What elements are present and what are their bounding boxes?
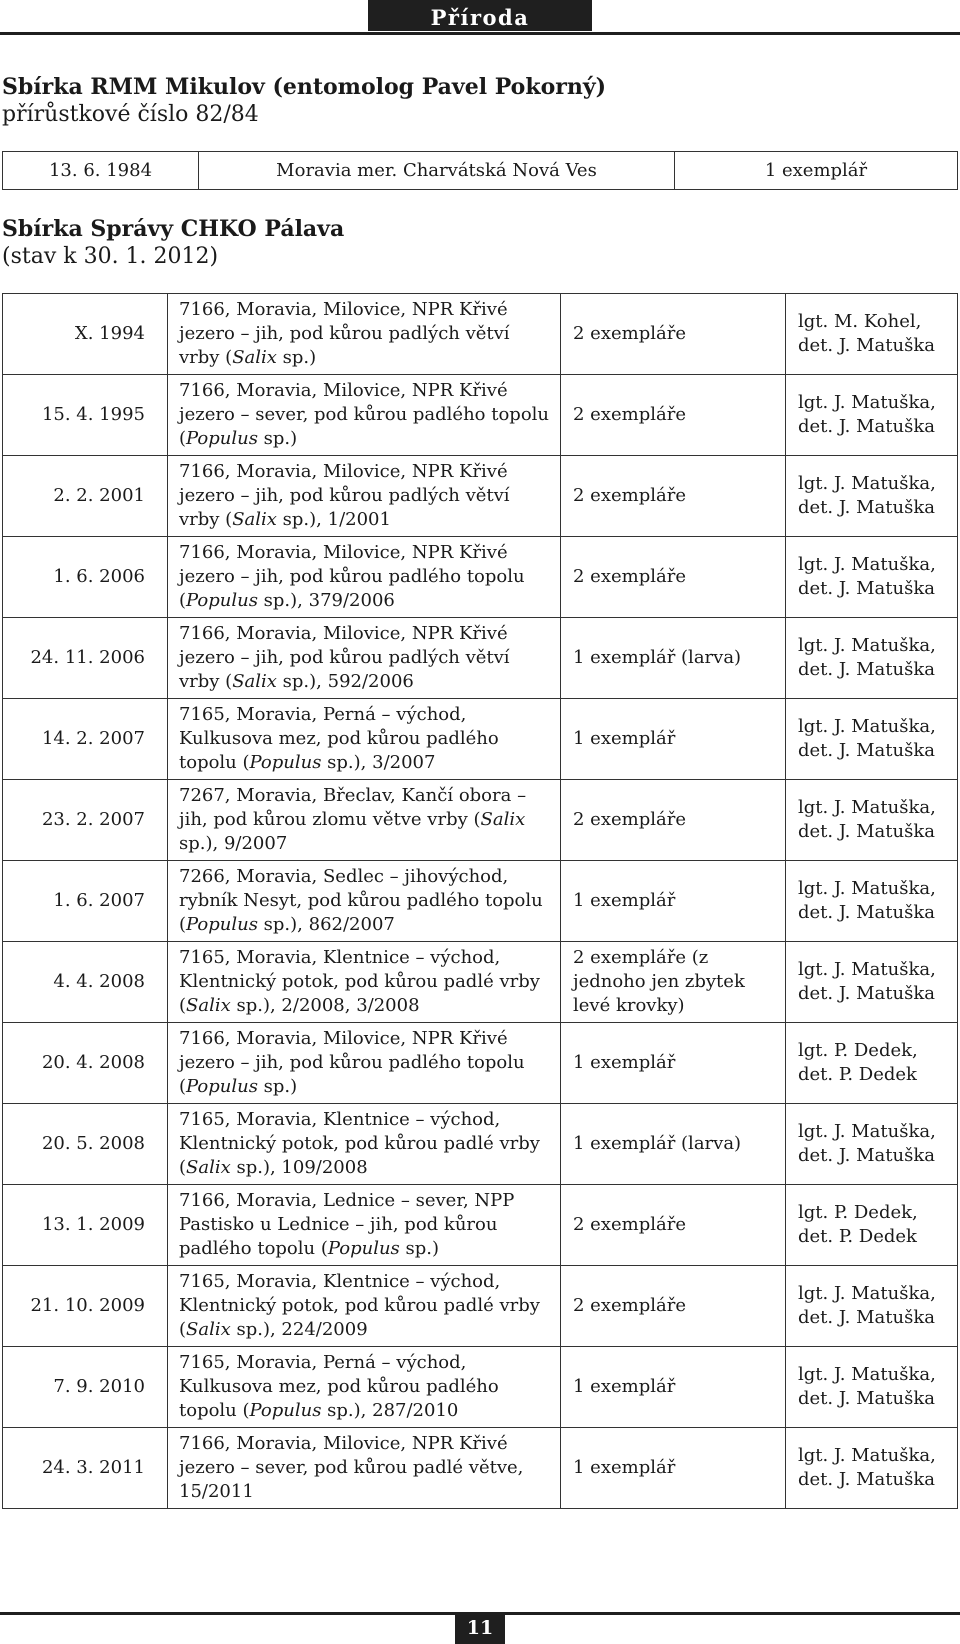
table-row [3, 861, 958, 942]
count-cell: 1 exemplář (larva) [561, 1104, 786, 1185]
collector-cell [786, 618, 958, 699]
collection1-subtitle: přírůstkové číslo 82/84 [2, 102, 259, 127]
date-cell: 20. 4. 2008 [3, 1023, 168, 1104]
locality-text: 7166, Moravia, Lednice – sever, NPP Pastisko u Lednice – jih, pod kůrou padlého topolu ( [179, 1190, 515, 1259]
locality-suffix: sp.), 1/2001 [276, 509, 391, 530]
collection2-heading [2, 215, 344, 271]
table-row [3, 699, 958, 780]
locality-suffix: sp.) [399, 1238, 440, 1259]
locality-text: 7165, Moravia, Perná – východ, Kulkusova mez, pod kůrou padlého topolu ( [179, 1352, 499, 1421]
locality-cell [168, 780, 561, 861]
date-cell: 20. 5. 2008 [3, 1104, 168, 1185]
locality-text: 7166, Moravia, Milovice, NPR Křivé jezero – jih, pod kůrou padlého topolu ( [179, 542, 525, 611]
locality-suffix: sp.), 862/2007 [257, 914, 395, 935]
locality-cell [168, 1347, 561, 1428]
table-row [3, 618, 958, 699]
page-number: 11 [455, 1612, 505, 1644]
host-species: Salix [186, 1157, 231, 1178]
locality-cell [168, 942, 561, 1023]
count-cell: 1 exemplář [561, 861, 786, 942]
host-species: Populus [186, 590, 258, 611]
count-cell: 2 exempláře (z jednoho jen zbytek levé krovky) [561, 942, 786, 1023]
locality-text: 7165, Moravia, Klentnice – východ, Klentnický potok, pod kůrou padlé vrby ( [179, 947, 540, 1016]
host-species: Populus [186, 914, 258, 935]
collector-cell [786, 699, 958, 780]
table-row [3, 1347, 958, 1428]
count-cell: 2 exempláře [561, 456, 786, 537]
host-species: Salix [480, 809, 526, 830]
locality-text: 7166, Moravia, Milovice, NPR Křivé jezero – jih, pod kůrou padlých větví vrby ( [179, 623, 510, 692]
count-cell: 1 exemplář [561, 1023, 786, 1104]
table-row [3, 1428, 958, 1509]
locality-cell [168, 375, 561, 456]
date-cell: 1. 6. 2007 [3, 861, 168, 942]
count-cell: 1 exemplář [675, 152, 958, 190]
collector-cell [786, 1347, 958, 1428]
determinavit: det. J. Matuška [798, 902, 935, 923]
table-row [3, 456, 958, 537]
host-species: Salix [186, 995, 231, 1016]
count-cell: 2 exempláře [561, 375, 786, 456]
locality-cell [168, 1023, 561, 1104]
date-cell: 2. 2. 2001 [3, 456, 168, 537]
host-species: Populus [327, 1238, 400, 1259]
table-row [3, 294, 958, 375]
collector-cell [786, 1185, 958, 1266]
locality-suffix: sp.) [257, 1076, 298, 1097]
section-header: Příroda [368, 0, 592, 31]
host-species: Salix [232, 671, 277, 692]
locality-cell [168, 1104, 561, 1185]
locality-text: 7166, Moravia, Milovice, NPR Křivé jezero – jih, pod kůrou padlého topolu ( [179, 1028, 525, 1097]
collection2-table-body [3, 294, 958, 1509]
collection2-title: Sbírka Správy CHKO Pálava [2, 216, 345, 242]
legit: lgt. J. Matuška, [798, 1121, 936, 1142]
legit: lgt. J. Matuška, [798, 473, 936, 494]
date-cell: 15. 4. 1995 [3, 375, 168, 456]
legit: lgt. J. Matuška, [798, 959, 936, 980]
determinavit: det. J. Matuška [798, 659, 935, 680]
collector-cell [786, 456, 958, 537]
locality-cell [168, 537, 561, 618]
host-species: Salix [186, 1319, 231, 1340]
locality-suffix: sp.), 287/2010 [321, 1400, 459, 1421]
legit: lgt. P. Dedek, [798, 1040, 918, 1061]
locality-cell [168, 1266, 561, 1347]
host-species: Populus [186, 1076, 258, 1097]
collector-cell [786, 780, 958, 861]
locality-suffix: sp.) [257, 428, 298, 449]
determinavit: det. J. Matuška [798, 416, 935, 437]
determinavit: det. J. Matuška [798, 740, 935, 761]
determinavit: det. P. Dedek [798, 1064, 917, 1085]
date-cell: 21. 10. 2009 [3, 1266, 168, 1347]
legit: lgt. J. Matuška, [798, 1445, 936, 1466]
locality-cell [168, 1428, 561, 1509]
locality-cell [168, 456, 561, 537]
date-cell: 4. 4. 2008 [3, 942, 168, 1023]
collection2-subtitle: (stav k 30. 1. 2012) [2, 244, 219, 269]
date-cell: 7. 9. 2010 [3, 1347, 168, 1428]
legit: lgt. J. Matuška, [798, 716, 936, 737]
table-row [3, 152, 958, 190]
determinavit: det. J. Matuška [798, 335, 935, 356]
collection1-table [2, 151, 958, 190]
locality-cell [168, 861, 561, 942]
determinavit: det. J. Matuška [798, 1307, 935, 1328]
locality-suffix: sp.), 109/2008 [230, 1157, 368, 1178]
legit: lgt. M. Kohel, [798, 311, 922, 332]
locality-cell [168, 294, 561, 375]
legit: lgt. J. Matuška, [798, 1364, 936, 1385]
locality-cell [168, 699, 561, 780]
count-cell: 2 exempláře [561, 537, 786, 618]
locality-cell [168, 618, 561, 699]
count-cell: 1 exemplář [561, 1428, 786, 1509]
collector-cell [786, 1104, 958, 1185]
collector-cell [786, 942, 958, 1023]
locality-suffix: sp.), 3/2007 [321, 752, 436, 773]
locality-cell: Moravia mer. Charvátská Nová Ves [199, 152, 675, 190]
locality-text: 7166, Moravia, Milovice, NPR Křivé jezero – sever, pod kůrou padlé větve, 15/2011 [179, 1433, 524, 1502]
determinavit: det. J. Matuška [798, 578, 935, 599]
date-cell: X. 1994 [3, 294, 168, 375]
collector-cell [786, 1023, 958, 1104]
host-species: Populus [186, 428, 258, 449]
locality-text: 7166, Moravia, Milovice, NPR Křivé jezero – sever, pod kůrou padlého topolu ( [179, 380, 550, 449]
date-cell: 1. 6. 2006 [3, 537, 168, 618]
date-cell: 13. 6. 1984 [3, 152, 199, 190]
locality-text: 7267, Moravia, Břeclav, Kančí obora – jih, pod kůrou zlomu větve vrby ( [179, 785, 527, 830]
table-row [3, 1185, 958, 1266]
locality-suffix: sp.), 224/2009 [230, 1319, 368, 1340]
locality-suffix: sp.), 2/2008, 3/2008 [230, 995, 420, 1016]
determinavit: det. J. Matuška [798, 1469, 935, 1490]
top-divider [0, 32, 960, 35]
count-cell: 1 exemplář [561, 1347, 786, 1428]
locality-text: 7165, Moravia, Klentnice – východ, Klentnický potok, pod kůrou padlé vrby ( [179, 1271, 540, 1340]
collector-cell [786, 537, 958, 618]
collector-cell [786, 294, 958, 375]
table-row [3, 780, 958, 861]
legit: lgt. J. Matuška, [798, 392, 936, 413]
locality-text: 7166, Moravia, Milovice, NPR Křivé jezero – jih, pod kůrou padlých větví vrby ( [179, 299, 510, 368]
table-row [3, 1023, 958, 1104]
count-cell: 1 exemplář [561, 699, 786, 780]
collector-cell [786, 375, 958, 456]
count-cell: 2 exempláře [561, 1266, 786, 1347]
table-row [3, 942, 958, 1023]
table-row [3, 1104, 958, 1185]
locality-suffix: sp.), 592/2006 [276, 671, 414, 692]
count-cell: 2 exempláře [561, 294, 786, 375]
determinavit: det. P. Dedek [798, 1226, 917, 1247]
legit: lgt. P. Dedek, [798, 1202, 918, 1223]
collector-cell [786, 1266, 958, 1347]
date-cell: 24. 3. 2011 [3, 1428, 168, 1509]
legit: lgt. J. Matuška, [798, 635, 936, 656]
count-cell: 2 exempláře [561, 780, 786, 861]
locality-text: 7166, Moravia, Milovice, NPR Křivé jezero – jih, pod kůrou padlých větví vrby ( [179, 461, 510, 530]
locality-suffix: sp.) [276, 347, 317, 368]
determinavit: det. J. Matuška [798, 497, 935, 518]
count-cell: 1 exemplář (larva) [561, 618, 786, 699]
table-row [3, 1266, 958, 1347]
locality-text: 7266, Moravia, Sedlec – jihovýchod, rybník Nesyt, pod kůrou padlého topolu ( [179, 866, 543, 935]
locality-suffix: sp.), 379/2006 [257, 590, 395, 611]
locality-cell [168, 1185, 561, 1266]
collector-cell [786, 1428, 958, 1509]
legit: lgt. J. Matuška, [798, 878, 936, 899]
collector-cell [786, 861, 958, 942]
host-species: Salix [232, 347, 277, 368]
host-species: Salix [232, 509, 277, 530]
date-cell: 13. 1. 2009 [3, 1185, 168, 1266]
locality-text: 7165, Moravia, Perná – východ, Kulkusova mez, pod kůrou padlého topolu ( [179, 704, 499, 773]
table-row [3, 537, 958, 618]
determinavit: det. J. Matuška [798, 983, 935, 1004]
host-species: Populus [249, 752, 322, 773]
determinavit: det. J. Matuška [798, 1388, 935, 1409]
determinavit: det. J. Matuška [798, 821, 935, 842]
locality-suffix: sp.), 9/2007 [179, 833, 288, 854]
legit: lgt. J. Matuška, [798, 1283, 936, 1304]
count-cell: 2 exempláře [561, 1185, 786, 1266]
table-row [3, 375, 958, 456]
collection2-table [2, 293, 958, 1509]
date-cell: 14. 2. 2007 [3, 699, 168, 780]
legit: lgt. J. Matuška, [798, 554, 936, 575]
legit: lgt. J. Matuška, [798, 797, 936, 818]
date-cell: 23. 2. 2007 [3, 780, 168, 861]
date-cell: 24. 11. 2006 [3, 618, 168, 699]
determinavit: det. J. Matuška [798, 1145, 935, 1166]
host-species: Populus [249, 1400, 322, 1421]
locality-text: 7165, Moravia, Klentnice – východ, Klentnický potok, pod kůrou padlé vrby ( [179, 1109, 540, 1178]
collection1-heading [2, 73, 606, 129]
collection1-title: Sbírka RMM Mikulov (entomolog Pavel Pokorný) [2, 74, 607, 100]
